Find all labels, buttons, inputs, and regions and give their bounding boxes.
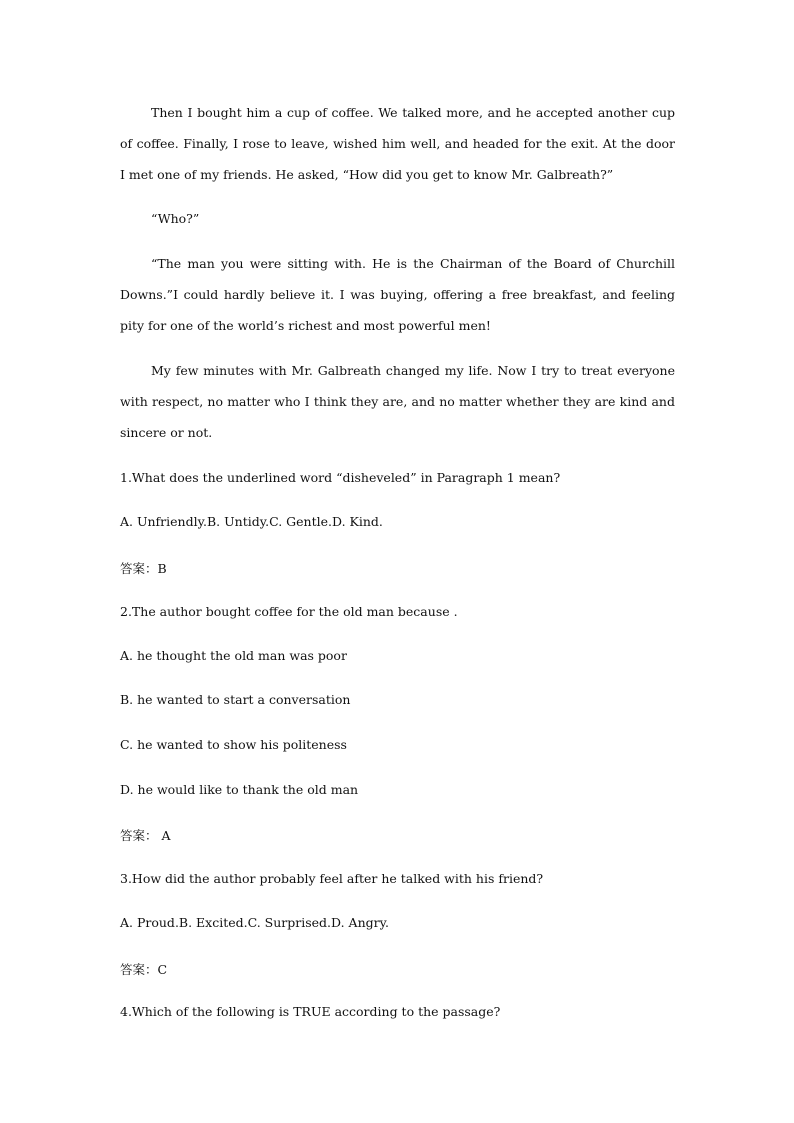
question-3-stem: 3.How did the author probably feel after he talked with his friend? [120, 871, 544, 886]
question-2-answer: 答案： A [120, 828, 171, 843]
question-3-answer: 答案：C [120, 962, 168, 977]
question-1-answer: 答案：B [120, 561, 167, 576]
paragraph-1: Then I bought him a cup of coffee. We talked more, and he accepted another cup of coffee. Finally, I rose to leave, wished him well, and headed for the exit. At the door I met one of my friends. He asked, “How did you get to know Mr. Galbreath?” [120, 105, 675, 182]
question-3-options: A. Proud.B. Excited.C. Surprised.D. Angry. [120, 915, 389, 930]
paragraph-2: “Who?” [151, 211, 200, 226]
question-2-option-d: D. he would like to thank the old man [120, 782, 359, 797]
question-2-stem: 2.The author bought coffee for the old man because . [120, 604, 458, 619]
question-4-stem: 4.Which of the following is TRUE according to the passage? [120, 1004, 501, 1019]
question-1-options: A. Unfriendly.B. Untidy.C. Gentle.D. Kind. [120, 514, 383, 529]
question-1-stem: 1.What does the underlined word “disheveled” in Paragraph 1 mean? [120, 470, 561, 485]
question-2-option-c: C. he wanted to show his politeness [120, 737, 347, 752]
paragraph-3: “The man you were sitting with. He is the Chairman of the Board of Churchill Downs.”I could hardly believe it. I was buying, offering a free breakfast, and feeling pity for one of the world’s richest and most powerful men! [120, 256, 675, 333]
question-2-option-b: B. he wanted to start a conversation [120, 692, 351, 707]
paragraph-4: My few minutes with Mr. Galbreath changed my life. Now I try to treat everyone with respect, no matter who I think they are, and no matter whether they are kind and sincere or not. [120, 363, 675, 440]
question-2-option-a: A. he thought the old man was poor [120, 648, 347, 663]
